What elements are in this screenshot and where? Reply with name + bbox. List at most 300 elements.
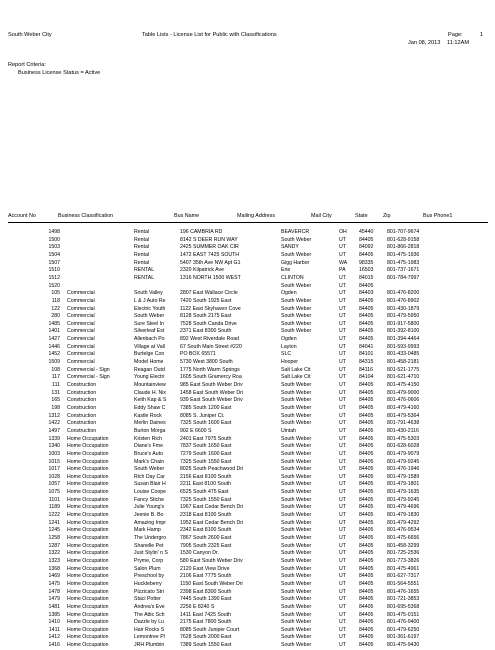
account-no-cell: 1015 <box>48 458 60 465</box>
bus-name-cell: Julie Young's <box>134 504 165 511</box>
bus-phone-cell: 801-479-1830 <box>387 512 420 519</box>
account-no-cell: 1500 <box>48 236 60 243</box>
account-no-cell: 1416 <box>48 642 60 649</box>
mail-city-cell: SANDY <box>281 244 299 251</box>
account-no-cell: 1485 <box>48 320 60 327</box>
mailing-address-cell: 1967 East Cedar Bench Dri <box>180 504 244 511</box>
zip-cell: 84405 <box>359 565 374 572</box>
classification-cell: Construction <box>67 382 97 388</box>
state-cell: UT <box>339 297 346 304</box>
classification-cell: Home Occupation <box>67 596 109 603</box>
bus-phone-cell: 801-784-7997 <box>387 274 420 281</box>
mailing-address-cell: 2211 East 8100 South <box>180 481 231 488</box>
mail-city-cell: South Weber <box>281 489 312 496</box>
state-cell: UT <box>339 359 346 366</box>
mailing-address-cell: 7837 South 1650 East <box>180 443 232 450</box>
mailing-address-cell: 2398 East 8300 South <box>180 588 232 595</box>
state-cell: WA <box>339 259 348 266</box>
mailing-address-cell: 1458 East South Weber Dri <box>180 389 244 396</box>
mail-city-cell: South Weber <box>281 389 312 396</box>
account-no-cell: 1512 <box>48 274 60 281</box>
account-no-cell: 1101 <box>48 496 60 503</box>
bus-phone-cell: 801-430-1879 <box>387 305 420 312</box>
bus-name-cell: The Attic Sch <box>134 611 165 618</box>
classification-cell: Home Occupation <box>67 519 109 526</box>
account-no-cell: 1497 <box>48 427 60 434</box>
classification-cell: Home Occupation <box>67 565 109 572</box>
bus-name-cell: Hair Rocks S <box>134 626 165 633</box>
bus-phone-cell: 801-479-1589 <box>387 473 420 480</box>
mail-city-cell: South Weber <box>281 313 312 320</box>
account-no-cell: 1412 <box>48 634 60 641</box>
bus-name-cell: Mark's Chain <box>134 458 165 465</box>
bus-phone-cell: 801-695-5368 <box>387 603 420 610</box>
bus-phone-cell: 801-479-1801 <box>387 481 420 488</box>
zip-cell: 84405 <box>359 404 374 411</box>
classification-cell: Home Occupation <box>67 603 109 610</box>
classification-cell: Commercial <box>67 359 95 366</box>
table-row <box>0 642 495 650</box>
mailing-address-cell: 8085 S. Juniper Ct. <box>180 412 225 419</box>
bus-name-cell: Pizzicato Stri <box>134 588 164 595</box>
account-no-cell: 1401 <box>48 328 60 335</box>
classification-cell: Home Occupation <box>67 580 109 587</box>
bus-phone-cell: 801-394-4464 <box>387 336 420 343</box>
classification-cell: Home Occupation <box>67 626 109 633</box>
classification-cell: Home Occupation <box>67 557 109 564</box>
state-cell: UT <box>339 634 346 641</box>
zip-cell: 84092 <box>359 244 374 251</box>
zip-cell: 84405 <box>359 382 374 388</box>
bus-phone-cell: 801-721-3853 <box>387 596 420 603</box>
bus-phone-cell: 801-479-9245 <box>387 496 420 503</box>
bus-phone-cell: 801-725-2536 <box>387 550 420 557</box>
report-date: Jan 08, 2013 <box>408 40 441 46</box>
account-no-cell: 1340 <box>48 443 60 450</box>
bus-name-cell: Sure Steel In <box>134 320 164 327</box>
page-number: 1 <box>480 32 484 38</box>
account-no-cell: 1469 <box>48 573 60 580</box>
zip-cell: 84405 <box>359 504 374 511</box>
mailing-address-cell: 7325 South 1600 East <box>180 420 232 427</box>
account-no-cell: 1385 <box>48 611 60 618</box>
bus-name-cell: Diane's Fme <box>134 443 163 450</box>
bus-name-cell: Burton Morga <box>134 427 166 434</box>
mailing-address-cell: 2371 East 8300 South <box>180 328 232 335</box>
mail-city-cell: South Weber <box>281 596 312 603</box>
bus-phone-cell: 801-479-9000 <box>387 389 420 396</box>
mailing-address-cell: 1952 East Cedar Bench Dri <box>180 519 244 526</box>
account-no-cell: 1258 <box>48 535 60 541</box>
account-no-cell: 1452 <box>48 351 60 358</box>
col-bus-name: Bus Name <box>174 213 200 219</box>
bus-phone-cell: 801-458-3299 <box>387 542 420 549</box>
mailing-address-cell: 1605 South Gramercy Roa <box>180 374 242 381</box>
bus-phone-cell: 801-430-2116 <box>387 427 419 434</box>
bus-phone-cell: 801-458-2181 <box>387 359 420 366</box>
state-cell: UT <box>339 251 346 258</box>
bus-phone-cell: 801-628-9158 <box>387 236 420 243</box>
bus-name-cell: Claude H. Nix <box>134 389 167 396</box>
zip-cell: 84405 <box>359 450 374 457</box>
mail-city-cell: South Weber <box>281 580 312 587</box>
mail-city-cell: South Weber <box>281 382 312 388</box>
bus-name-cell: Reagan Outd <box>134 366 165 373</box>
zip-cell: 84405 <box>359 458 374 465</box>
zip-cell: 84405 <box>359 389 374 396</box>
bus-name-cell: South Weber <box>134 466 165 473</box>
col-city: Mail City <box>311 213 332 219</box>
col-phone: Bus Phone1 <box>423 213 453 219</box>
bus-name-cell: Rental <box>134 236 149 243</box>
zip-cell: 16503 <box>359 267 374 274</box>
bus-phone-cell: 801-621-4710 <box>387 374 420 381</box>
mailing-address-cell: 2120 East View Drive <box>180 565 230 572</box>
zip-cell: 84315 <box>359 359 374 366</box>
bus-phone-cell: 801-475-4150 <box>387 382 420 388</box>
mail-city-cell: South Weber <box>281 634 312 641</box>
classification-cell: Commercial <box>67 351 95 358</box>
account-no-cell: 1028 <box>48 473 60 480</box>
state-cell: UT <box>339 557 346 564</box>
mail-city-cell: South Weber <box>281 481 312 488</box>
bus-phone-cell: 801-476-9400 <box>387 619 420 626</box>
classification-cell: Home Occupation <box>67 458 109 465</box>
mailing-address-cell: 7325 South 1550 East <box>180 458 232 465</box>
header-rule <box>8 222 488 223</box>
classification-cell: Construction <box>67 420 97 427</box>
classification-cell: Home Occupation <box>67 466 109 473</box>
state-cell: UT <box>339 282 346 289</box>
zip-cell: 84405 <box>359 443 374 450</box>
zip-cell: 84405 <box>359 588 374 595</box>
mail-city-cell: South Weber <box>281 588 312 595</box>
mailing-address-cell: 2320 Kilpatrick Ave <box>180 267 225 274</box>
account-no-cell: 117 <box>51 374 60 381</box>
mailing-address-cell: 7279 South 1600 East <box>180 450 232 457</box>
mailing-address-cell: 7528 South Canda Drive <box>180 320 237 327</box>
bus-name-cell: Susan Blair H <box>134 481 166 488</box>
bus-name-cell: Salon Plum <box>134 565 161 572</box>
state-cell: UT <box>339 397 346 404</box>
zip-cell: 84041 <box>359 343 374 350</box>
account-no-cell: 1478 <box>48 588 60 595</box>
mailing-address-cell: 7325 South 1550 East <box>180 496 232 503</box>
col-account: Account No <box>8 213 36 219</box>
bus-phone-cell: 801-392-8100 <box>387 328 420 335</box>
account-no-cell: 1481 <box>48 603 60 610</box>
mail-city-cell: South Weber <box>281 550 312 557</box>
account-no-cell: 1057 <box>48 481 60 488</box>
mail-city-cell: South Weber <box>281 535 312 541</box>
mailing-address-cell: 1775 North Warm Springs <box>180 366 240 373</box>
bus-name-cell: Silverleaf Est <box>134 328 165 335</box>
mail-city-cell: South Weber <box>281 404 312 411</box>
state-cell: UT <box>339 389 346 396</box>
bus-name-cell: Amazing Impr <box>134 519 166 526</box>
mail-city-cell: Hooper <box>281 359 299 366</box>
classification-cell: Home Occupation <box>67 542 109 549</box>
zip-cell: 84405 <box>359 251 374 258</box>
zip-cell: 84405 <box>359 427 374 434</box>
col-zip: Zip <box>383 213 391 219</box>
mailing-address-cell: 2807 East Wallace Circle <box>180 290 238 297</box>
mailing-address-cell: 1316 NORTH 1500 WEST <box>180 274 241 281</box>
bus-name-cell: Staci Potter <box>134 596 161 603</box>
bus-phone-cell: 801-791-4638 <box>387 420 420 427</box>
account-no-cell: 1075 <box>48 489 60 496</box>
state-cell: UT <box>339 519 346 526</box>
classification-cell: Home Occupation <box>67 611 109 618</box>
bus-name-cell: Andrea's Eve <box>134 603 165 610</box>
state-cell: UT <box>339 466 346 473</box>
mailing-address-cell: 7905 South 2325 East <box>180 542 232 549</box>
mail-city-cell: South Weber <box>281 443 312 450</box>
state-cell: UT <box>339 351 346 358</box>
classification-cell: Home Occupation <box>67 634 109 641</box>
account-no-cell: 105 <box>51 290 60 297</box>
mailing-address-cell: 580 East South Weber Driv <box>180 557 243 564</box>
state-cell: UT <box>339 450 346 457</box>
bus-phone-cell: 801-479-4696 <box>387 504 420 511</box>
bus-phone-cell: 801-479-5950 <box>387 313 420 320</box>
classification-cell: Construction <box>67 397 97 404</box>
mail-city-cell: South Weber <box>281 412 312 419</box>
mail-city-cell: CLINTON <box>281 274 304 281</box>
mail-city-cell: South Weber <box>281 397 312 404</box>
mailing-address-cell: 1530 Canyon Dr. <box>180 550 219 557</box>
bus-phone-cell: 801-707-9674 <box>387 229 420 235</box>
state-cell: UT <box>339 535 346 541</box>
zip-cell: 84405 <box>359 282 374 289</box>
account-no-cell: 1427 <box>48 336 60 343</box>
report-title: Table Lists - License List for Public with Classifications <box>142 32 277 38</box>
bus-name-cell: Rental <box>134 251 149 258</box>
state-cell: UT <box>339 496 346 503</box>
bus-name-cell: Village at Vall <box>134 343 165 350</box>
account-no-cell: 118 <box>51 297 60 304</box>
bus-name-cell: Mark Hamp <box>134 527 161 534</box>
bus-name-cell: Electric Youth <box>134 305 166 312</box>
account-no-cell: 1509 <box>48 359 60 366</box>
zip-cell: 84405 <box>359 496 374 503</box>
zip-cell: 84405 <box>359 626 374 633</box>
mailing-address-cell: 5407 35th Ave NW Apt G1 <box>180 259 241 266</box>
bus-phone-cell: 801-479-9245 <box>387 458 420 465</box>
bus-name-cell: Young Electri <box>134 374 165 381</box>
mailing-address-cell: 892 West Riverdale Road <box>180 336 240 343</box>
company-name: South Weber City <box>8 32 52 38</box>
zip-cell: 84405 <box>359 489 374 496</box>
zip-cell: 84405 <box>359 619 374 626</box>
state-cell: UT <box>339 366 346 373</box>
zip-cell: 84405 <box>359 473 374 480</box>
zip-cell: 84405 <box>359 527 374 534</box>
state-cell: UT <box>339 504 346 511</box>
mail-city-cell: Salt Lake Cit <box>281 366 311 373</box>
zip-cell: 84405 <box>359 420 374 427</box>
bus-phone-cell: 801-475-6656 <box>387 535 420 541</box>
mailing-address-cell: 1472 EAST 7425 SOUTH <box>180 251 240 258</box>
mail-city-cell: SLC <box>281 351 292 358</box>
criteria-title: Report Criteria: <box>8 62 46 68</box>
bus-name-cell: RENTAL <box>134 267 155 274</box>
state-cell: UT <box>339 420 346 427</box>
bus-name-cell: JRH Plumbin <box>134 642 165 649</box>
account-no-cell: 108 <box>51 366 60 373</box>
zip-cell: 84405 <box>359 512 374 519</box>
account-no-cell: 1520 <box>48 282 60 289</box>
mailing-address-cell: 2256 E 8240 S <box>180 603 215 610</box>
bus-phone-cell: 801-475-4961 <box>387 565 420 572</box>
zip-cell: 84405 <box>359 412 374 419</box>
bus-name-cell: Fancy Stiche <box>134 496 164 503</box>
mail-city-cell: Ogden <box>281 336 297 343</box>
mail-city-cell: South Weber <box>281 251 312 258</box>
account-no-cell: 1446 <box>48 343 60 350</box>
mailing-address-cell: 2318 East 8100 South <box>180 512 232 519</box>
account-no-cell: 122 <box>51 305 60 312</box>
mailing-address-cell: 67 South Main Street #220 <box>180 343 242 350</box>
state-cell: UT <box>339 573 346 580</box>
bus-name-cell: Kristen Rich <box>134 435 162 442</box>
mail-city-cell: South Weber <box>281 619 312 626</box>
zip-cell: 84403 <box>359 290 374 297</box>
zip-cell: 84104 <box>359 374 374 381</box>
state-cell: UT <box>339 588 346 595</box>
classification-cell: Commercial <box>67 336 95 343</box>
zip-cell: 84405 <box>359 320 374 327</box>
bus-phone-cell: 801-737-1671 <box>387 267 420 274</box>
zip-cell: 84405 <box>359 313 374 320</box>
bus-name-cell: South Valley <box>134 290 163 297</box>
zip-cell: 84405 <box>359 466 374 473</box>
state-cell: UT <box>339 443 346 450</box>
mailing-address-cell: 939 East South Weber Driv <box>180 397 243 404</box>
state-cell: UT <box>339 481 346 488</box>
account-no-cell: 280 <box>51 313 60 320</box>
bus-phone-cell: 801-433-0485 <box>387 351 420 358</box>
zip-cell: 84405 <box>359 642 374 649</box>
state-cell: UT <box>339 626 346 633</box>
mailing-address-cell: 7385 South 1200 East <box>180 404 232 411</box>
account-no-cell: 1323 <box>48 557 60 564</box>
bus-phone-cell: 801-475-0151 <box>387 611 420 618</box>
account-no-cell: 1410 <box>48 619 60 626</box>
mail-city-cell: BEAVERCR <box>281 229 310 235</box>
classification-cell: Home Occupation <box>67 443 109 450</box>
account-no-cell: 1017 <box>48 466 60 473</box>
mail-city-cell: South Weber <box>281 496 312 503</box>
state-cell: UT <box>339 473 346 480</box>
state-cell: UT <box>339 580 346 587</box>
state-cell: UT <box>339 642 346 649</box>
classification-cell: Home Occupation <box>67 588 109 595</box>
mailing-address-cell: 5730 West 3800 South <box>180 359 233 366</box>
classification-cell: Home Occupation <box>67 527 109 534</box>
state-cell: UT <box>339 565 346 572</box>
bus-name-cell: Shanelle Pet <box>134 542 164 549</box>
bus-name-cell: Keith Kap & S <box>134 397 167 404</box>
classification-cell: Construction <box>67 427 97 434</box>
mailing-address-cell: 2342 East 8100 South <box>180 527 232 534</box>
mail-city-cell: Ogden <box>281 290 297 297</box>
bus-name-cell: Rental <box>134 259 149 266</box>
classification-cell: Commercial <box>67 320 95 327</box>
mailing-address-cell: 7420 South 1925 East <box>180 297 232 304</box>
zip-cell: 84405 <box>359 634 374 641</box>
mailing-address-cell: 2175 East 7800 South <box>180 619 232 626</box>
mail-city-cell: South Weber <box>281 466 312 473</box>
report-time: 11:12AM <box>447 40 469 46</box>
bus-name-cell: Louise Coope <box>134 489 167 496</box>
account-no-cell: 1503 <box>48 244 60 251</box>
state-cell: UT <box>339 512 346 519</box>
classification-cell: Commercial - Sign <box>67 374 110 381</box>
mail-city-cell: South Weber <box>281 297 312 304</box>
bus-phone-cell: 801-628-6028 <box>387 443 420 450</box>
account-no-cell: 131 <box>51 389 60 396</box>
mailing-address-cell: 2425 SUMMER OAK CIR <box>180 244 239 251</box>
mail-city-cell: South Weber <box>281 473 312 480</box>
state-cell: UT <box>339 611 346 618</box>
bus-name-cell: Preschool by <box>134 573 164 580</box>
mailing-address-cell: 7389 South 1550 East <box>180 642 232 649</box>
state-cell: UT <box>339 404 346 411</box>
account-no-cell: 1245 <box>48 527 60 534</box>
bus-phone-cell: 801-479-5364 <box>387 412 420 419</box>
classification-cell: Home Occupation <box>67 496 109 503</box>
zip-cell: 84405 <box>359 305 374 312</box>
zip-cell: 84405 <box>359 397 374 404</box>
bus-name-cell: Burtelge Con <box>134 351 165 358</box>
classification-cell: Home Occupation <box>67 619 109 626</box>
account-no-cell: 1339 <box>48 435 60 442</box>
zip-cell: 84405 <box>359 580 374 587</box>
state-cell: OH <box>339 229 347 235</box>
state-cell: UT <box>339 412 346 419</box>
account-no-cell: 1507 <box>48 259 60 266</box>
account-no-cell: 198 <box>51 404 60 411</box>
mail-city-cell: South Weber <box>281 611 312 618</box>
state-cell: UT <box>339 336 346 343</box>
state-cell: UT <box>339 603 346 610</box>
bus-phone-cell: 801-476-8200 <box>387 290 420 297</box>
account-no-cell: 1322 <box>48 550 60 557</box>
account-no-cell: 165 <box>51 397 60 404</box>
mail-city-cell: South Weber <box>281 557 312 564</box>
mailing-address-cell: 902 E 6600 S <box>180 427 212 434</box>
zip-cell: 84405 <box>359 542 374 549</box>
bus-phone-cell: 801-917-5800 <box>387 320 420 327</box>
state-cell: UT <box>339 320 346 327</box>
mail-city-cell: South Weber <box>281 626 312 633</box>
zip-cell: 84405 <box>359 481 374 488</box>
bus-name-cell: Jeenie B. Bo <box>134 512 164 519</box>
state-cell: UT <box>339 274 346 281</box>
account-no-cell: 1479 <box>48 596 60 603</box>
classification-cell: Home Occupation <box>67 512 109 519</box>
mail-city-cell: South Weber <box>281 236 312 243</box>
account-no-cell: 1411 <box>48 626 60 633</box>
zip-cell: 98335 <box>359 259 374 266</box>
criteria-line: Business License Status = Active <box>18 70 101 76</box>
classification-cell: Commercial <box>67 343 95 350</box>
account-no-cell: 1003 <box>48 450 60 457</box>
mail-city-cell: South Weber <box>281 642 312 649</box>
bus-phone-cell: 801-475-5303 <box>387 435 420 442</box>
bus-phone-cell: 801-476-0606 <box>387 397 420 404</box>
